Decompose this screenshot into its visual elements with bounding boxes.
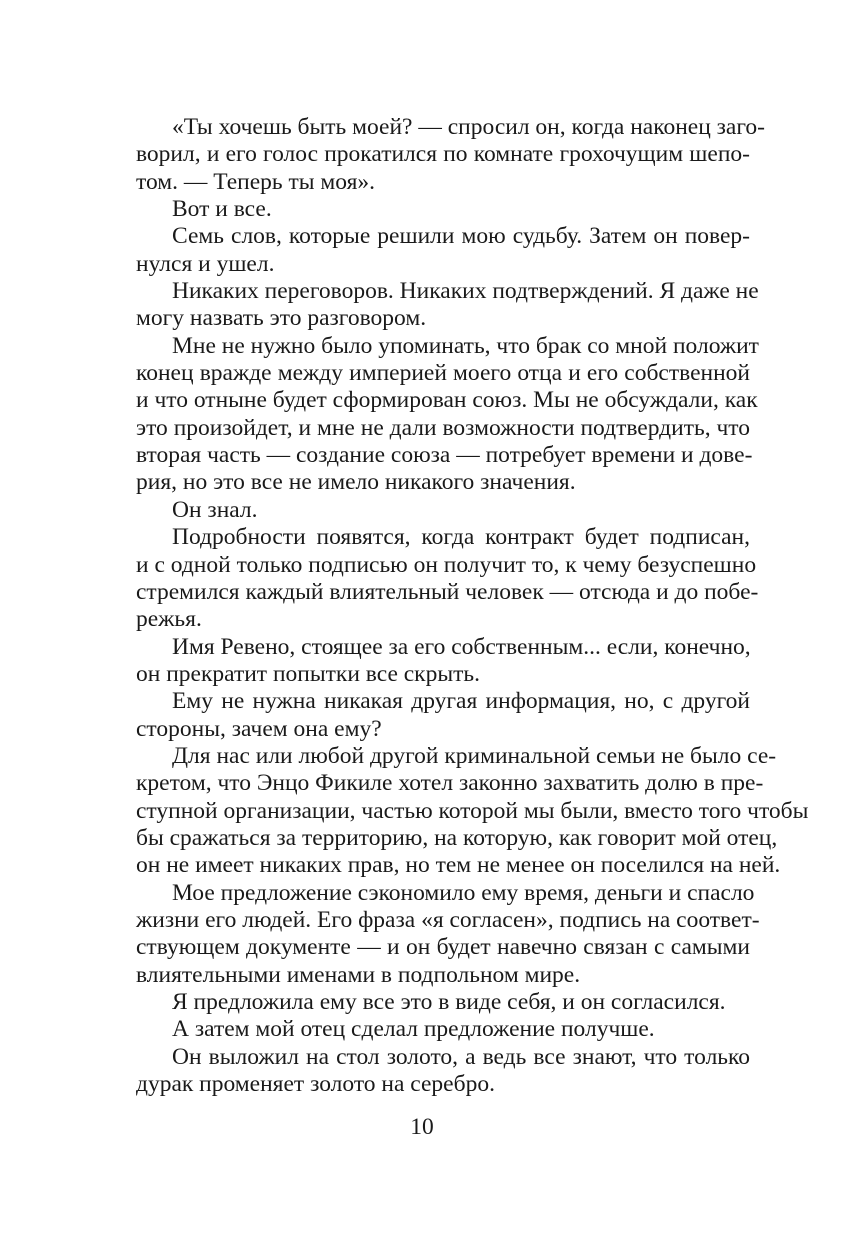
page-body bbox=[136, 114, 809, 1098]
text-line: рия, но это все не имело никакого значения. bbox=[136, 469, 576, 496]
text-line: Для нас или любой другой криминальной семьи не было се- bbox=[172, 742, 777, 769]
text-line: нулся и ушел. bbox=[136, 250, 275, 277]
text-line: Никаких переговоров. Никаких подтверждений. Я даже не bbox=[172, 278, 759, 305]
text-line: Подробности появятся, когда контракт будет подписан, bbox=[172, 524, 750, 551]
text-line: ступной организации, частью которой мы были, вместо того чтобы bbox=[136, 797, 809, 824]
text-line: вторая часть — создание союза — потребует времени и дове- bbox=[136, 442, 753, 469]
text-line: Он выложил на стол золото, а ведь все знают, что только bbox=[172, 1043, 750, 1070]
text-line: Мое предложение сэкономило ему время, деньги и спасло bbox=[172, 879, 755, 906]
text-line: он не имеет никаких прав, но тем не менее он поселился на ней. bbox=[136, 852, 781, 879]
text-line: режья. bbox=[136, 606, 202, 633]
text-line: конец вражде между империей моего отца и его собственной bbox=[136, 360, 750, 387]
text-line: это произойдет, и мне не дали возможности подтвердить, что bbox=[136, 414, 750, 441]
text-line: ворил, и его голос прокатился по комнате грохочущим шепо- bbox=[136, 141, 750, 168]
text-line: Он знал. bbox=[172, 496, 258, 523]
text-line: «Ты хочешь быть моей? — спросил он, когда наконец заго- bbox=[172, 114, 765, 140]
text-line: жизни его людей. Его фраза «я согласен», подпись на соответ- bbox=[136, 906, 760, 933]
text-line: бы сражаться за территорию, на которую, как говорит мой отец, bbox=[136, 824, 778, 851]
text-line: и с одной только подписью он получит то, к чему безуспешно bbox=[136, 551, 757, 578]
text-line: он прекратит попытки все скрыть. bbox=[136, 660, 480, 687]
text-line: стремился каждый влиятельный человек — отсюда и до побе- bbox=[136, 578, 759, 605]
text-line: Имя Ревено, стоящее за его собственным... если, конечно, bbox=[172, 633, 751, 660]
text-line: стороны, зачем она ему? bbox=[136, 715, 382, 742]
text-line: кретом, что Энцо Фикиле хотел законно захватить долю в пре- bbox=[136, 770, 764, 797]
text-line: Семь слов, которые решили мою судьбу. Затем он повер- bbox=[172, 223, 750, 250]
text-line: влиятельными именами в подпольном мире. bbox=[136, 961, 581, 988]
text-line: А затем мой отец сделал предложение получше. bbox=[172, 1016, 655, 1043]
text-line: могу назвать это разговором. bbox=[136, 305, 427, 332]
page-number: 10 bbox=[410, 1114, 434, 1140]
text-line: Я предложила ему все это в виде себя, и он согласился. bbox=[172, 989, 726, 1015]
text-line: дурак променяет золото на серебро. bbox=[136, 1071, 495, 1098]
text-line: ствующем документе — и он будет навечно связан с самыми bbox=[136, 934, 750, 961]
text-line: том. — Теперь ты моя». bbox=[136, 168, 376, 195]
text-line: и что отныне будет сформирован союз. Мы не обсуждали, как bbox=[136, 387, 758, 414]
text-line: Ему не нужна никакая другая информация, но, с другой bbox=[172, 688, 750, 715]
text-line: Мне не нужно было упоминать, что брак со мной положит bbox=[172, 332, 759, 359]
text-line: Вот и все. bbox=[172, 196, 272, 223]
